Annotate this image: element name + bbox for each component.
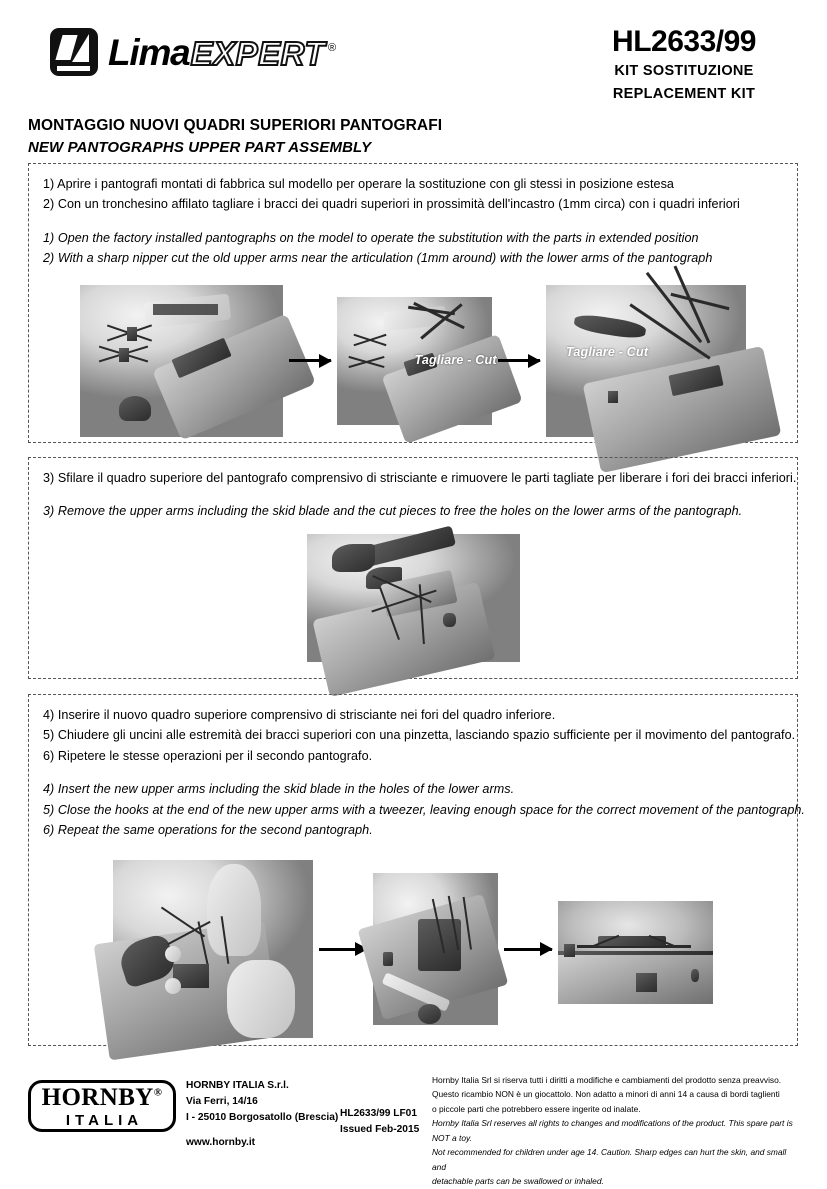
- company-city: I - 25010 Borgosatollo (Brescia): [186, 1112, 339, 1124]
- section-steps-4-6: [28, 694, 805, 1046]
- photo-removing-upper-arms: [307, 534, 520, 662]
- arrow-4: [504, 948, 552, 951]
- document-reference: [340, 1106, 419, 1139]
- photo-cut-upper-arms: [337, 297, 497, 425]
- hornby-logo-sub: ITALIA: [65, 1111, 144, 1129]
- step-3-en: 3) Remove the upper arms including the skid blade and the cut pieces to free the holes on the lower arms of the pantograph.: [43, 504, 743, 519]
- photo-closing-hooks-tweezer: [373, 873, 498, 1025]
- legal-disclaimer: [432, 1073, 802, 1189]
- step-6-en: 6) Repeat the same operations for the second pantograph.: [43, 822, 373, 837]
- company-street: Via Ferri, 14/16: [186, 1096, 258, 1108]
- kit-subtitle-en: REPLACEMENT KIT: [612, 86, 756, 103]
- wordmark-lima: Lima: [108, 31, 190, 73]
- page-title: [28, 115, 788, 159]
- lima-expert-logo: [50, 28, 336, 76]
- section2-photo-row: [29, 534, 797, 662]
- step-4-en: 4) Insert the new upper arms including the skid blade in the holes of the lower arms.: [43, 782, 515, 797]
- legal-en-line-1: Hornby Italia Srl reserves all rights to changes and modifications of the product. This spare part is NOT a toy.: [432, 1118, 793, 1143]
- legal-it-line-1: Hornby Italia Srl si riserva tutti i diritti a modifiche e cambiamenti del prodotto senza preavviso.: [432, 1075, 782, 1085]
- legal-it-line-3: o piccole parti che potrebbero essere ingerite od inalate.: [432, 1103, 641, 1114]
- page-footer: [0, 1068, 827, 1187]
- hornby-italia-logo: [28, 1080, 176, 1132]
- page-title-en: NEW PANTOGRAPHS UPPER PART ASSEMBLY: [28, 139, 372, 157]
- photo-caption-cut-1: Tagliare - Cut: [414, 352, 497, 367]
- section3-instructions: [29, 695, 805, 840]
- hornby-registered-icon: ®: [153, 1086, 163, 1099]
- lima-logo-icon: [50, 28, 98, 76]
- step-2-it: 2) Con un tronchesino affilato tagliare i bracci dei quadri superiori in prossimità dell'incastro (1mm circa) con i quadri inferiori: [43, 197, 740, 212]
- photo-inserting-upper-arms: [113, 860, 313, 1038]
- step-2-en: 2) With a sharp nipper cut the old upper arms near the articulation (1mm around) with the lower arms of the pantograph: [43, 251, 713, 266]
- legal-it-line-2: Questo ricambio NON è un giocattolo. Non adatto a minori di anni 14 a causa di bordi taglienti: [432, 1089, 780, 1100]
- step-5-en: 5) Close the hooks at the end of the new upper arms with a tweezer, leaving enough space for the correct movement of the pantograph.: [43, 802, 805, 817]
- hornby-logo-name: HORNBY®: [41, 1083, 163, 1111]
- step-5-it: 5) Chiudere gli uncini alle estremità dei bracci superiori con una pinzetta, lasciando spazio sufficiente per il movimento del pantografo.: [43, 728, 796, 743]
- arrow-1: [289, 359, 331, 362]
- section2-instructions: [29, 458, 797, 522]
- company-address: [186, 1078, 338, 1151]
- company-name: HORNBY ITALIA S.r.l.: [186, 1080, 289, 1091]
- wordmark-expert: EXPERT: [190, 34, 325, 72]
- kit-subtitle-it: KIT SOSTITUZIONE: [614, 62, 754, 79]
- kit-reference-block: [569, 26, 799, 105]
- section-step-3: [28, 457, 798, 679]
- photo-caption-cut-2: Tagliare - Cut: [566, 345, 649, 360]
- step-1-en: 1) Open the factory installed pantographs on the model to operate the substitution with the parts in extended position: [43, 230, 699, 245]
- reference-code: HL2633/99 LF01: [340, 1108, 418, 1119]
- step-3-it: 3) Sfilare il quadro superiore del pantografo comprensivo di strisciante e rimuovere le parti tagliate per liberare i fori dei bracci inferiori.: [43, 471, 797, 485]
- photo-pantograph-closeup: [546, 285, 746, 437]
- section1-instructions: [29, 164, 797, 269]
- step-1-it: 1) Aprire i pantografi montati di fabbrica sul modello per operare la sostituzione con gli stessi in posizione estesa: [43, 177, 674, 191]
- photo-finished-pantograph: [558, 901, 713, 998]
- page-title-it: MONTAGGIO NUOVI QUADRI SUPERIORI PANTOGRAFI: [28, 117, 443, 134]
- company-website[interactable]: www.hornby.it: [186, 1137, 256, 1149]
- section1-photo-row: [29, 285, 797, 437]
- legal-en-line-3: detachable parts can be swallowed or inhaled.: [432, 1176, 604, 1187]
- page-header: [0, 18, 827, 110]
- arrow-2: [498, 359, 540, 362]
- arrow-3: [319, 948, 367, 951]
- section3-photo-row: [29, 860, 797, 1038]
- issue-date: Issued Feb-2015: [340, 1124, 420, 1136]
- photo-loco-with-new-parts: [80, 285, 283, 437]
- step-6-it: 6) Ripetere le stesse operazioni per il secondo pantografo.: [43, 748, 373, 763]
- lima-expert-wordmark: [108, 31, 337, 73]
- registered-trademark-icon: ®: [328, 41, 337, 54]
- legal-en-line-2: Not recommended for children under age 14. Caution. Sharp edges can hurt the skin, and small and: [432, 1147, 787, 1172]
- section-steps-1-2: [28, 163, 798, 443]
- step-4-it: 4) Inserire il nuovo quadro superiore comprensivo di strisciante nei fori del quadro inferiore.: [43, 708, 556, 722]
- kit-code: HL2633/99: [612, 25, 756, 58]
